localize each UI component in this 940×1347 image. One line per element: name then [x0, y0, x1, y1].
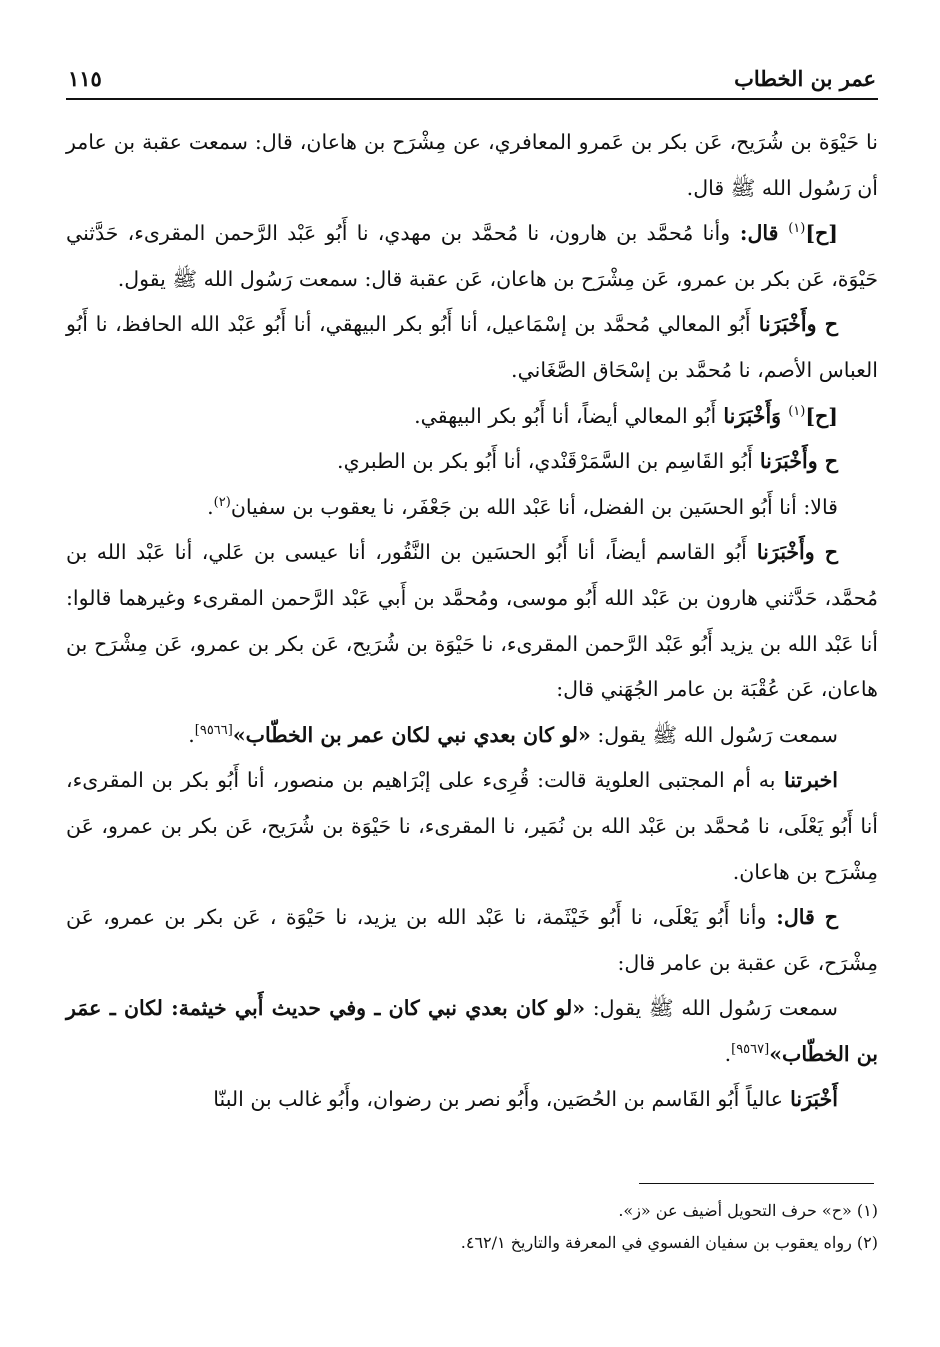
main-text	[66, 120, 878, 1123]
text-segment: .	[188, 722, 195, 747]
text-segment: أَبُو المعالي أيضاً، أنا أَبُو بكر البيهقي.	[414, 403, 717, 428]
bold-phrase: «لو كان بعدي نبي كان ـ وفي حديث أَبي خيثمة: لكان ـ عمَر بن الخطّاب»	[66, 996, 878, 1066]
text-segment: به أم المجتبى العلوية قالت: قُرِىء على إبْرَاهيم بن منصور، أنا أَبُو بكر بن المقرىء، أنا أَبُو يَعْلَى، نا مُحمَّد بن عَبْد الله بن نُمَير، نا المقرىء، نا حَيْوَة بن شُرَيح، عَن بكر بن عمرو، عَن مِشْرَح بن هاعان.	[66, 768, 878, 884]
text-segment: أَبُو المعالي مُحمَّد بن إسْمَاعيل، أنا أَبُو بكر البيهقي، أنا أَبُو عَبْد الله الحافظ، نا أَبُو العباس الأصم، نا مُحمَّد بن إسْحَاق الصَّغَاني.	[66, 312, 878, 382]
page-number: ١١٥	[68, 66, 102, 91]
footnotes	[66, 1195, 878, 1259]
bold-phrase: اخبرتنا	[775, 768, 839, 793]
text-segment: قالا: أنا أَبُو الحسَين بن الفضل، أنا عَبْد الله بن جَعْفَر، نا يعقوب بن سفيان	[230, 494, 838, 519]
footnote-number: (١)	[856, 1201, 878, 1220]
page-header	[66, 64, 878, 100]
bold-phrase: ح قال:	[766, 905, 838, 930]
bold-phrase: قال:	[730, 221, 789, 246]
text-segment: عالياً أَبُو القَاسم بن الحُصَين، وأَبُو نصر بن رضوان، وأَبُو غالب بن البنّا	[213, 1087, 784, 1112]
footnote-number: (٢)	[856, 1233, 878, 1252]
paragraph	[66, 895, 878, 986]
text-segment: وأنا مُحمَّد بن هارون، نا مُحمَّد بن مهدي، نا أَبُو عَبْد الرَّحمن المقرىء، حَدَّثني حَيْوَة، عَن بكر بن عمرو، عَن مِشْرَح بن هاعان، عَن عقبة قال: سمعت رَسُول الله ﷺ يقول.	[66, 221, 878, 291]
paragraph	[66, 120, 878, 211]
bold-phrase: ح وأَخْبَرَنا	[746, 540, 838, 565]
reference-marker: (١)	[788, 221, 806, 237]
footnote-text: رواه يعقوب بن سفيان الفسوي في المعرفة والتاريخ ٤٦٢/١.	[460, 1233, 857, 1252]
bold-phrase: وَأَخْبَرَنا	[716, 403, 789, 428]
paragraph	[66, 302, 878, 393]
text-segment: .	[724, 1041, 732, 1066]
reference-marker: [٩٥٦٦]	[194, 722, 233, 738]
text-segment: وأنا أَبُو يَعْلَى، نا أَبُو خَيْثَمة، نا عَبْد الله بن يزيد، نا حَيْوَة ، عَن بكر بن عمرو، عَن مِشْرَح، عَن عقبة بن عامر قال:	[66, 905, 878, 975]
bold-phrase: ح وأَخْبَرَنا	[750, 312, 838, 337]
text-segment: أَبُو القاسم أيضاً، أنا أَبُو الحسَين بن النَّقُور، أنا عيسى بن عَلي، أنا عَبْد الله بن مُحمَّد، حَدَّثني هارون بن عَبْد الله أَبُو موسى، ومُحمَّد بن أَبي عَبْد الرَّحمن المقرىء وغيرهما قالوا: أنا عَبْد الله بن يزيد أَبُو عَبْد الرَّحمن المقرىء، نا حَيْوَة بن شُرَيح، عَن بكر بن عمرو، عَن مِشْرَح بن هاعان، عَن عُقْبَة بن عامر الجُهَني قال:	[66, 540, 878, 702]
paragraph	[66, 713, 878, 759]
bold-phrase: أَخْبَرَنا	[783, 1087, 838, 1112]
footnote	[66, 1195, 878, 1227]
text-segment: .	[207, 494, 214, 519]
running-title: عمر بن الخطاب	[734, 66, 876, 91]
footnote-divider	[639, 1183, 874, 1184]
text-segment: سمعت رَسُول الله ﷺ يقول:	[590, 722, 838, 747]
text-segment: أَبُو القَاسِم بن السَّمَرْقَنْدي، أنا أَبُو بكر بن الطبري.	[337, 449, 753, 474]
paragraph	[66, 394, 878, 440]
reference-marker: (١)	[788, 403, 806, 419]
paragraph	[66, 1077, 878, 1123]
reference-marker: [٩٥٦٧]	[731, 1042, 770, 1058]
text-segment: نا حَيْوَة بن شُرَيح، عَن بكر بن عَمرو المعافري، عن مِشْرَح بن هاعان، قال: سمعت عقبة بن عامر أن رَسُول الله ﷺ قال.	[66, 130, 878, 200]
paragraph	[66, 758, 878, 895]
paragraph	[66, 211, 878, 302]
reference-marker: (٢)	[213, 494, 231, 510]
paragraph	[66, 530, 878, 712]
footnote-text: «ح» حرف التحويل أضيف عن «ز».	[618, 1201, 857, 1220]
bold-phrase: [ح]	[805, 221, 838, 246]
bold-phrase: ح وأَخْبَرَنا	[752, 449, 838, 474]
footnote	[66, 1227, 878, 1259]
text-segment: سمعت رَسُول الله ﷺ يقول:	[585, 996, 838, 1021]
paragraph	[66, 986, 878, 1077]
paragraph	[66, 439, 878, 485]
bold-phrase: [ح]	[805, 403, 838, 428]
bold-phrase: «لو كان بعدي نبي لكان عمر بن الخطّاب»	[232, 722, 591, 747]
paragraph	[66, 485, 878, 531]
